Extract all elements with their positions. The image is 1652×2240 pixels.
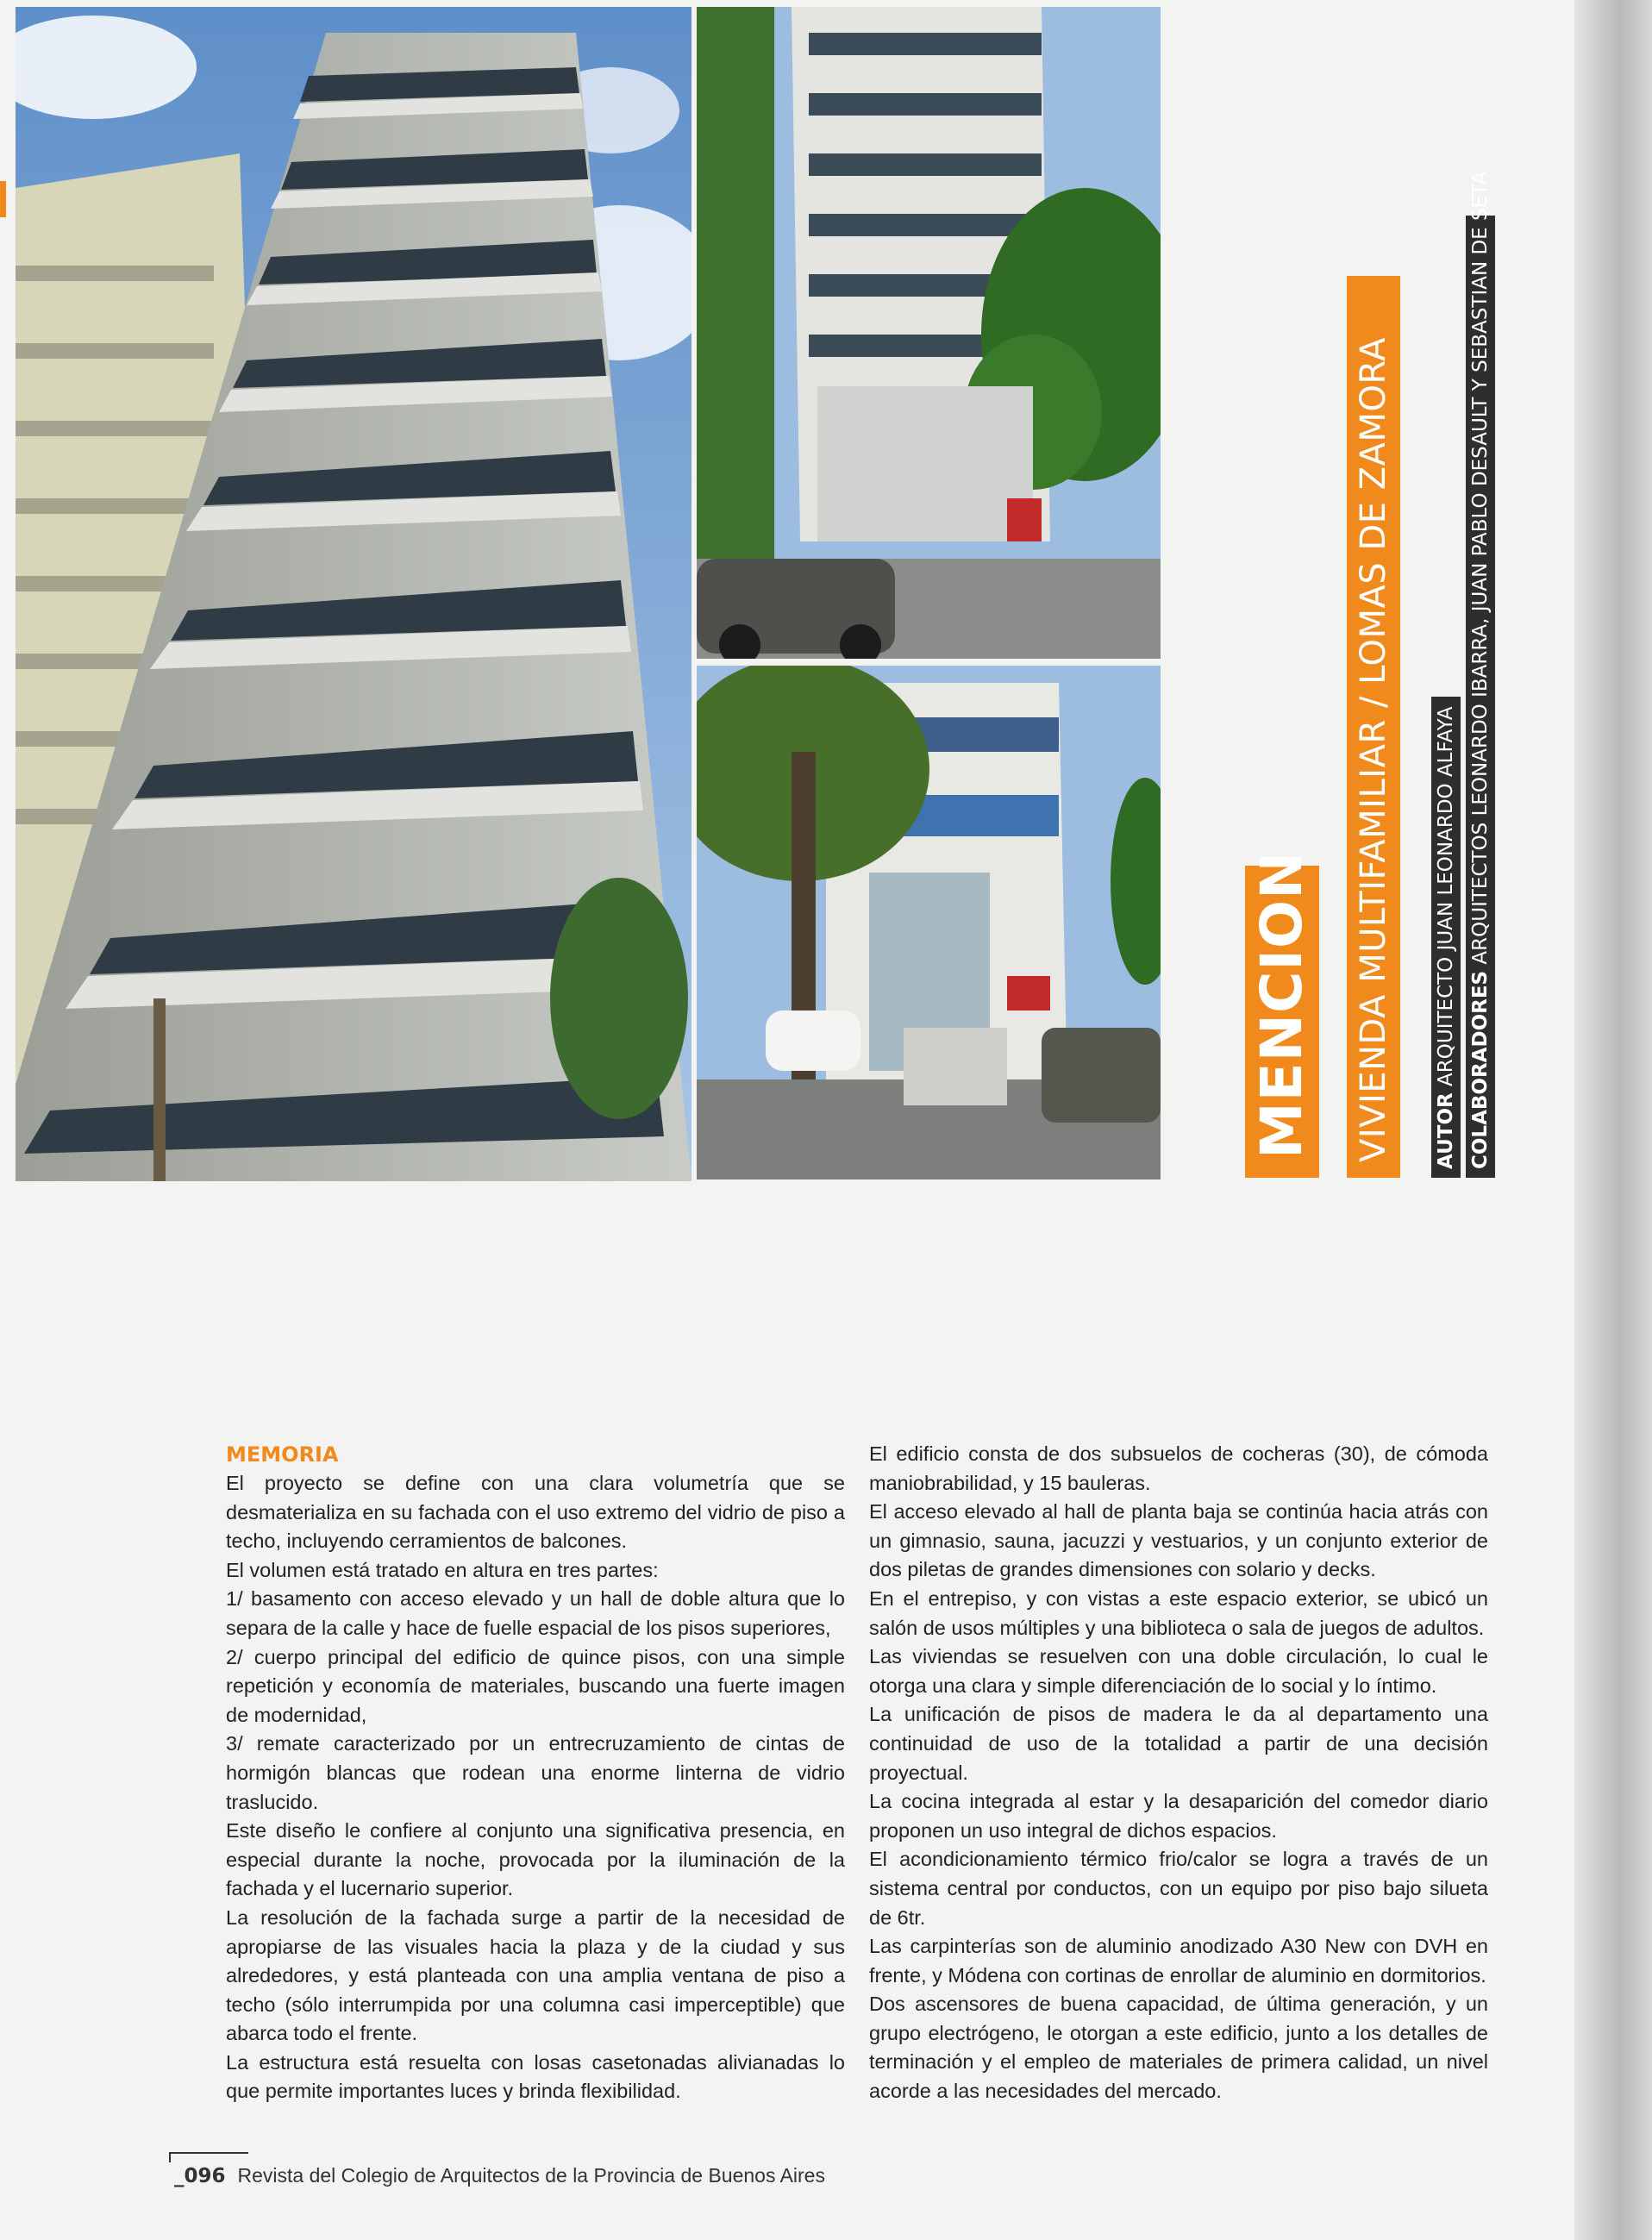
paragraph: Dos ascensores de buena capacidad, de última generación, y un grupo electrógeno, le otorgan a este edificio, junto a los detalles de terminación y el empleo de materiales de primera calidad, un nivel acorde a las necesidades del mercado. [869, 1993, 1488, 2103]
paragraph: La cocina integrada al estar y la desaparición del comedor diario proponen un uso integral de dichos espacios. [869, 1790, 1488, 1842]
author-credit [1431, 697, 1461, 1178]
category-label: MENCION [1245, 866, 1319, 1178]
author-name: ARQUITECTO JUAN LEONARDO ALFAYA [1435, 706, 1457, 1086]
paragraph: Las viviendas se resuelven con una doble circulación, lo cual le otorga una clara y simple diferenciación de lo social y lo íntimo. [869, 1645, 1488, 1697]
paragraph: Este diseño le confiere al conjunto una significativa presencia, en especial durante la noche, provocada por la iluminación de la fachada y el lucernario superior. [226, 1819, 845, 1900]
paragraph: La resolución de la fachada surge a partir de la necesidad de apropiarse de las visuales hacia la plaza y de la ciudad y sus alrededores, y está planteada con una amplia ventana de piso a techo (sólo interrumpida por una columna casi imperceptible) que abarca todo el frente. [226, 1905, 845, 2045]
paragraph: El acceso elevado al hall de planta baja se continúa hacia atrás con un gimnasio, sauna, jacuzzi y vestuarios, y un conjunto exterior de dos piletas de grandes dimensiones con solario y decks. [869, 1500, 1488, 1581]
paragraph: El proyecto se define con una clara volumetría que se desmaterializa en su fachada con el uso extremo del vidrio de piso a techo, incluyendo cerramientos de balcones. [226, 1472, 845, 1553]
page-number: _096 [174, 2165, 226, 2187]
paragraph: 2/ cuerpo principal del edificio de quince pisos, con una simple repetición y economía de materiales, buscando una fuerte imagen de modernidad, [226, 1645, 845, 1726]
project-title: VIVIENDA MULTIFAMILIAR / LOMAS DE ZAMORA [1347, 276, 1400, 1178]
section-title: MEMORIA [226, 1442, 339, 1467]
memoria-right-column [869, 1440, 1488, 2106]
tall-residential-tower-photo [16, 7, 691, 1181]
author-label: AUTOR [1435, 1092, 1457, 1169]
collaborators-names: ARQUITECTOS LEONARDO IBARRA, JUAN PABLO DESAULT Y SEBASTIAN DE SETA [1469, 171, 1492, 965]
paragraph: Las carpinterías son de aluminio anodizado A30 New con DVH en frente, y Módena con cortinas de enrollar de aluminio en dormitorios. [869, 1935, 1488, 1987]
collaborators-credit [1466, 171, 1495, 1178]
paragraph: El edificio consta de dos subsuelos de cocheras (30), de cómoda maniobrabilidad, y 15 bauleras. [869, 1442, 1488, 1494]
page-edge-tab [0, 181, 6, 217]
page-footer [174, 2164, 825, 2187]
building-entrance-photo [697, 666, 1161, 1179]
footer-rule-corner [169, 2152, 171, 2162]
tower-street-view-photo [697, 7, 1161, 659]
paragraph: 3/ remate caracterizado por un entrecruzamiento de cintas de hormigón blancas que rodean una enorme linterna de vidrio traslucido. [226, 1732, 845, 1813]
paragraph: El acondicionamiento térmico frio/calor se logra a través de un sistema central por conductos, con un equipo por piso bajo silueta de 6tr. [869, 1848, 1488, 1929]
memoria-left-column [226, 1440, 845, 2106]
paragraph: En el entrepiso, y con vistas a este espacio exterior, se ubicó un salón de usos múltiples y una biblioteca o sala de juegos de adultos. [869, 1586, 1488, 1639]
paragraph: 1/ basamento con acceso elevado y un hall de doble altura que lo separa de la calle y hace de fuelle espacial de los pisos superiores, [226, 1587, 845, 1639]
publication-name: Revista del Colegio de Arquitectos de la Provincia de Buenos Aires [237, 2164, 825, 2187]
paragraph: La estructura está resuelta con losas casetonadas alivianadas lo que permite importantes luces y brinda flexibilidad. [226, 2050, 845, 2103]
paragraph: El volumen está tratado en altura en tres partes: [226, 1558, 659, 1581]
footer-rule [169, 2152, 248, 2154]
page-spine-shadow [1574, 0, 1652, 2240]
paragraph: La unificación de pisos de madera le da al departamento una continuidad de uso de la totalidad a partir de una decisión proyectual. [869, 1703, 1488, 1784]
collaborators-label: COLABORADORES [1469, 970, 1492, 1169]
